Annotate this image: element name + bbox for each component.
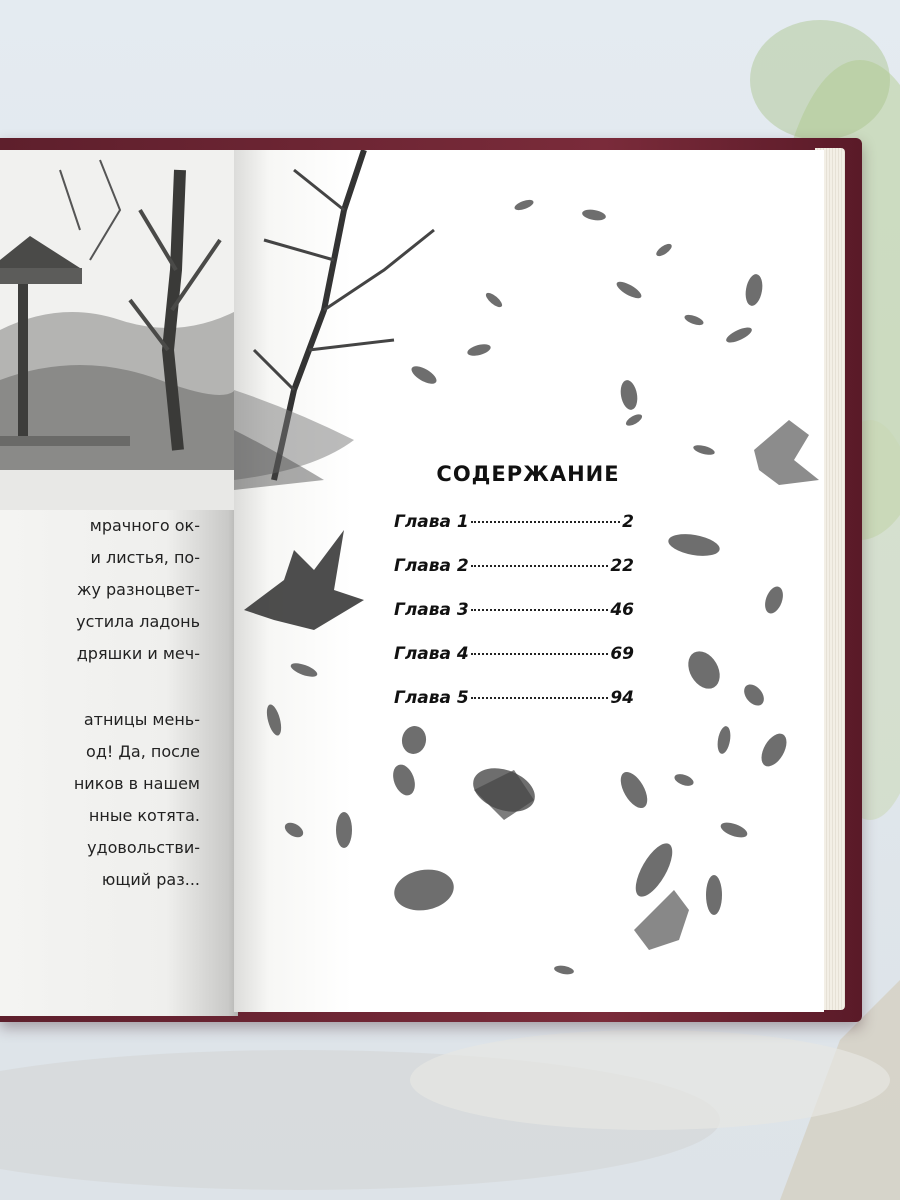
toc-entry-label: Глава 2 bbox=[394, 556, 469, 576]
toc-entry-label: Глава 1 bbox=[394, 512, 469, 532]
toc-entry-page: 46 bbox=[610, 600, 634, 620]
story-line: нные котята. bbox=[88, 806, 200, 825]
toc-entry[interactable] bbox=[394, 600, 634, 644]
paragraph-break bbox=[0, 670, 200, 704]
toc-entry-page: 22 bbox=[610, 556, 634, 576]
toc-entry-label: Глава 3 bbox=[394, 600, 469, 620]
story-line: устила ладонь bbox=[76, 612, 200, 631]
toc-entry-label: Глава 5 bbox=[394, 688, 469, 708]
table-of-contents bbox=[394, 462, 634, 732]
toc-entry-page: 69 bbox=[610, 644, 634, 664]
story-line: жу разноцвет- bbox=[77, 580, 200, 599]
gazebo-illustration bbox=[0, 150, 238, 510]
toc-leader-dots bbox=[471, 609, 609, 611]
toc-entry-label: Глава 4 bbox=[394, 644, 469, 664]
story-text bbox=[0, 510, 200, 896]
toc-entry-page: 2 bbox=[622, 512, 634, 532]
story-line: атницы мень- bbox=[83, 710, 200, 729]
toc-entry[interactable] bbox=[394, 644, 634, 688]
right-page bbox=[234, 150, 824, 1012]
toc-leader-dots bbox=[471, 697, 609, 699]
toc-title: СОДЕРЖАНИЕ bbox=[436, 462, 620, 486]
story-line: удовольстви- bbox=[87, 838, 200, 857]
toc-leader-dots bbox=[471, 521, 620, 523]
story-line: и листья, по- bbox=[90, 548, 200, 567]
toc-entry[interactable] bbox=[394, 512, 634, 556]
toc-leader-dots bbox=[471, 653, 609, 655]
story-line: ющий раз... bbox=[101, 870, 200, 889]
toc-leader-dots bbox=[471, 565, 609, 567]
story-line: дряшки и меч- bbox=[76, 644, 200, 663]
story-line: од! Да, после bbox=[86, 742, 200, 761]
story-line: мрачного ок- bbox=[89, 516, 200, 535]
toc-entry-page: 94 bbox=[610, 688, 634, 708]
story-line: ников в нашем bbox=[73, 774, 200, 793]
toc-entry[interactable] bbox=[394, 556, 634, 600]
toc-entry[interactable] bbox=[394, 688, 634, 732]
left-page bbox=[0, 150, 238, 1016]
